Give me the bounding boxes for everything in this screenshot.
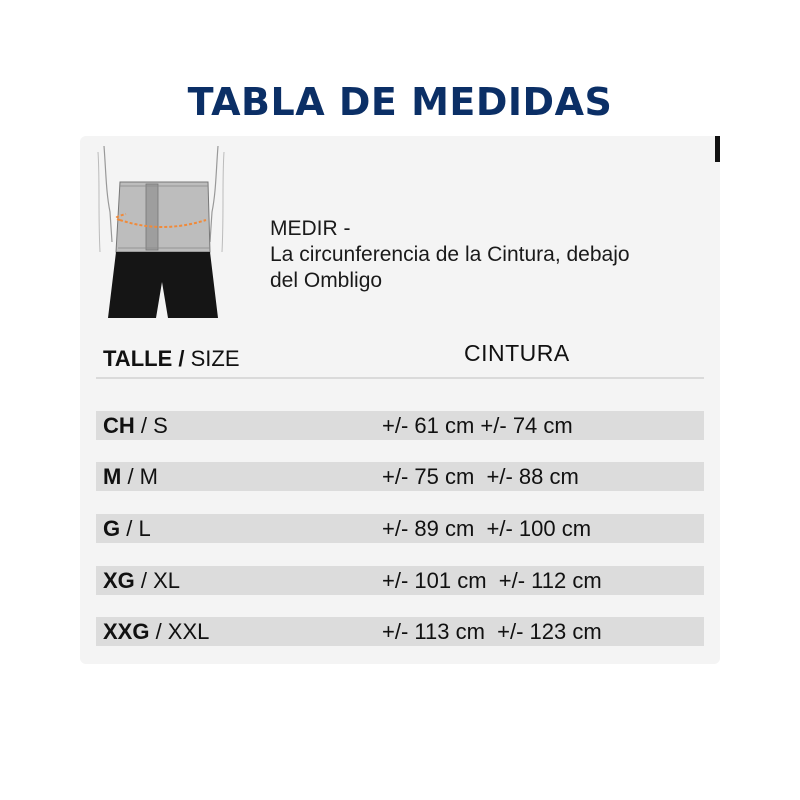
waist-range: +/- 113 cm +/- 123 cm [382, 619, 602, 644]
size-label [103, 413, 168, 439]
size-code: M [103, 464, 122, 489]
size-intl: / XXL [149, 619, 210, 644]
waist-range: +/- 61 cm +/- 74 cm [382, 413, 573, 438]
size-code: XXG [103, 619, 150, 644]
table-row [96, 566, 704, 595]
header-divider [96, 377, 704, 379]
waist-range: +/- 75 cm +/- 88 cm [382, 464, 579, 489]
table-row [96, 514, 704, 543]
size-label [103, 568, 180, 594]
page-title: TABLA DE MEDIDAS [187, 80, 613, 124]
size-code: XG [103, 568, 135, 593]
waist-range: +/- 101 cm +/- 112 cm [382, 568, 602, 593]
size-header-light: SIZE [190, 346, 240, 371]
table-row [96, 617, 704, 646]
waist-range: +/- 89 cm +/- 100 cm [382, 516, 592, 541]
size-code: G [103, 516, 121, 541]
table-row [96, 411, 704, 440]
instructions-text-line-1: La circunferencia de la Cintura, debajo [270, 243, 630, 266]
size-intl: / S [134, 413, 168, 438]
size-label [103, 619, 209, 645]
table-row [96, 462, 704, 491]
edge-mark [715, 136, 720, 162]
size-intl: / M [121, 464, 158, 489]
instructions-heading: MEDIR - [270, 217, 351, 240]
measurement-instructions [270, 216, 720, 294]
size-label [103, 464, 158, 490]
size-label [103, 516, 151, 542]
size-code: CH [103, 413, 135, 438]
waist-column-header: CINTURA [464, 340, 570, 366]
size-header-bold: TALLE / [103, 346, 185, 371]
size-intl: / L [120, 516, 151, 541]
waist-measurement-illustration [96, 142, 226, 320]
size-column-header [103, 346, 240, 372]
instructions-text-line-2: del Ombligo [270, 269, 383, 292]
size-intl: / XL [134, 568, 181, 593]
